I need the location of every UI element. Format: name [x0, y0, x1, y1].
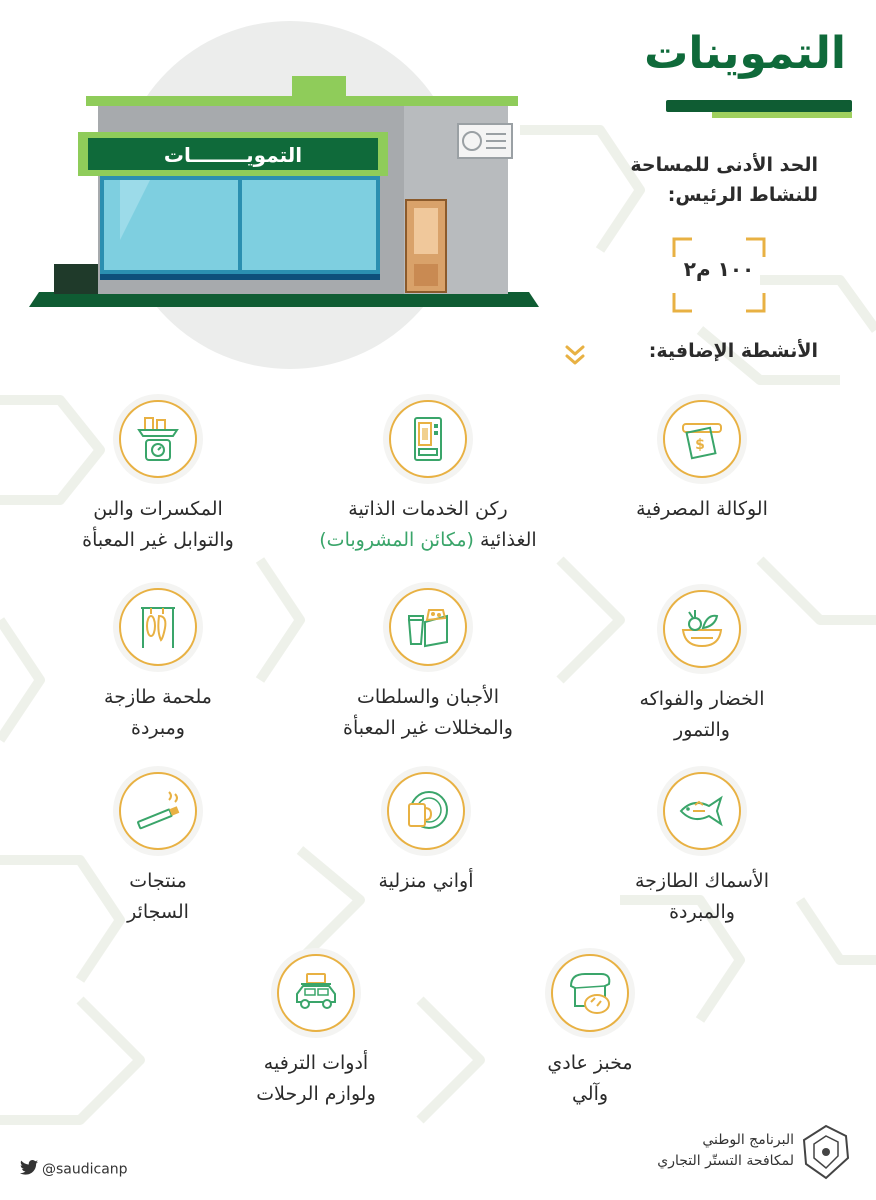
icon-frame — [551, 954, 629, 1032]
activity-label-line1: الخضار والفواكه — [639, 688, 765, 710]
atm-cash-icon — [677, 414, 727, 464]
chevron-down-icon — [564, 343, 586, 369]
activity-label-line2 — [308, 525, 548, 556]
activity-label-line1: منتجات — [129, 870, 187, 892]
icon-frame — [277, 954, 355, 1032]
activity-label-line1: أدوات الترفيه — [263, 1052, 369, 1074]
butcher-meat-icon — [133, 602, 183, 652]
store-illustration — [24, 20, 554, 380]
activity-label — [38, 866, 278, 928]
activity-item — [308, 588, 548, 744]
min-area-label — [548, 150, 818, 210]
activity-label-line2: والمبردة — [669, 901, 735, 923]
vending-machine-icon — [403, 414, 453, 464]
store-ground — [29, 292, 539, 307]
activity-label — [582, 684, 822, 746]
activity-item — [470, 954, 710, 1110]
title-underline-accent — [712, 112, 852, 118]
activity-label-line2: والتوابل غير المعبأة — [82, 529, 234, 551]
activity-label-line2: وآلي — [571, 1083, 609, 1105]
twitter-icon — [20, 1160, 38, 1179]
icon-frame — [387, 772, 465, 850]
icon-frame — [389, 588, 467, 666]
store-sign-text: التمويــــــــات — [163, 143, 303, 167]
activity-label-line1: ملحمة طازجة — [104, 686, 212, 708]
activity-label-highlight: (مكائن المشروبات) — [319, 529, 474, 551]
activity-label-line1: مخبز عادي — [547, 1052, 633, 1074]
twitter-handle[interactable] — [20, 1160, 128, 1179]
min-area-label-line1: الحد الأدنى للمساحة — [630, 154, 818, 176]
activity-label-line1: أواني منزلية — [378, 870, 474, 892]
activity-item — [38, 400, 278, 556]
scale-icon — [133, 414, 183, 464]
activity-label — [38, 682, 278, 744]
activity-label-line2: ولوازم الرحلات — [256, 1083, 376, 1105]
min-area-label-line2: للنشاط الرئيس: — [667, 184, 818, 206]
activity-label-line1: الأجبان والسلطات — [356, 686, 500, 708]
org-emblem-icon — [798, 1122, 854, 1182]
svg-text:$: $ — [695, 437, 705, 453]
icon-frame — [663, 590, 741, 668]
store-roof — [86, 96, 518, 106]
min-area-value: ١٠٠ م٢ — [683, 257, 755, 281]
activity-item — [196, 954, 436, 1110]
activity-label — [308, 682, 548, 744]
fish-icon — [677, 786, 727, 836]
icon-frame — [663, 772, 741, 850]
activity-label — [38, 494, 278, 556]
car-luggage-icon — [291, 968, 341, 1018]
activity-label-line2-text: الغذائية — [480, 529, 537, 551]
org-name — [574, 1130, 794, 1172]
twitter-handle-text: @saudicanp — [42, 1161, 128, 1178]
icon-frame — [663, 400, 741, 478]
page-title: التموينات — [644, 28, 846, 79]
activity-label-line2: ومبردة — [131, 717, 185, 739]
icon-frame — [119, 772, 197, 850]
activity-label — [470, 1048, 710, 1110]
activity-item — [582, 772, 822, 928]
icon-frame — [119, 400, 197, 478]
cheese-jar-icon — [403, 602, 453, 652]
activity-label-line2: والمخللات غير المعبأة — [343, 717, 513, 739]
activity-label — [306, 866, 546, 897]
icon-frame — [389, 400, 467, 478]
activity-label — [308, 494, 548, 556]
cigarette-icon — [133, 786, 183, 836]
activity-label-line1: الأسماك الطازجة — [634, 870, 770, 892]
activity-label-line1: الوكالة المصرفية — [636, 498, 768, 520]
activity-label-line1: المكسرات والبن — [93, 498, 223, 520]
activity-label-line2: السجائر — [127, 901, 189, 923]
activity-item — [38, 772, 278, 928]
activity-item — [38, 588, 278, 744]
activity-label — [582, 494, 822, 525]
org-name-line2: لمكافحة التستّر التجاري — [657, 1153, 794, 1169]
extra-activities-label: الأنشطة الإضافية: — [648, 340, 818, 362]
activity-item — [582, 590, 822, 746]
store-step — [54, 264, 100, 294]
store-roof-top — [292, 76, 346, 96]
activity-item — [308, 400, 548, 556]
icon-frame — [119, 588, 197, 666]
vegetables-bowl-icon — [677, 604, 727, 654]
activity-label-line1: ركن الخدمات الذاتية — [348, 498, 508, 520]
plate-cup-icon — [401, 786, 451, 836]
bread-icon — [565, 968, 615, 1018]
org-name-line1: البرنامج الوطني — [702, 1132, 794, 1148]
activity-label — [582, 866, 822, 928]
title-underline — [666, 100, 852, 112]
activity-label-line2: والتمور — [674, 719, 730, 741]
activity-label — [196, 1048, 436, 1110]
activity-item — [582, 400, 822, 525]
store-window-right — [242, 180, 376, 270]
activity-item — [306, 772, 546, 897]
